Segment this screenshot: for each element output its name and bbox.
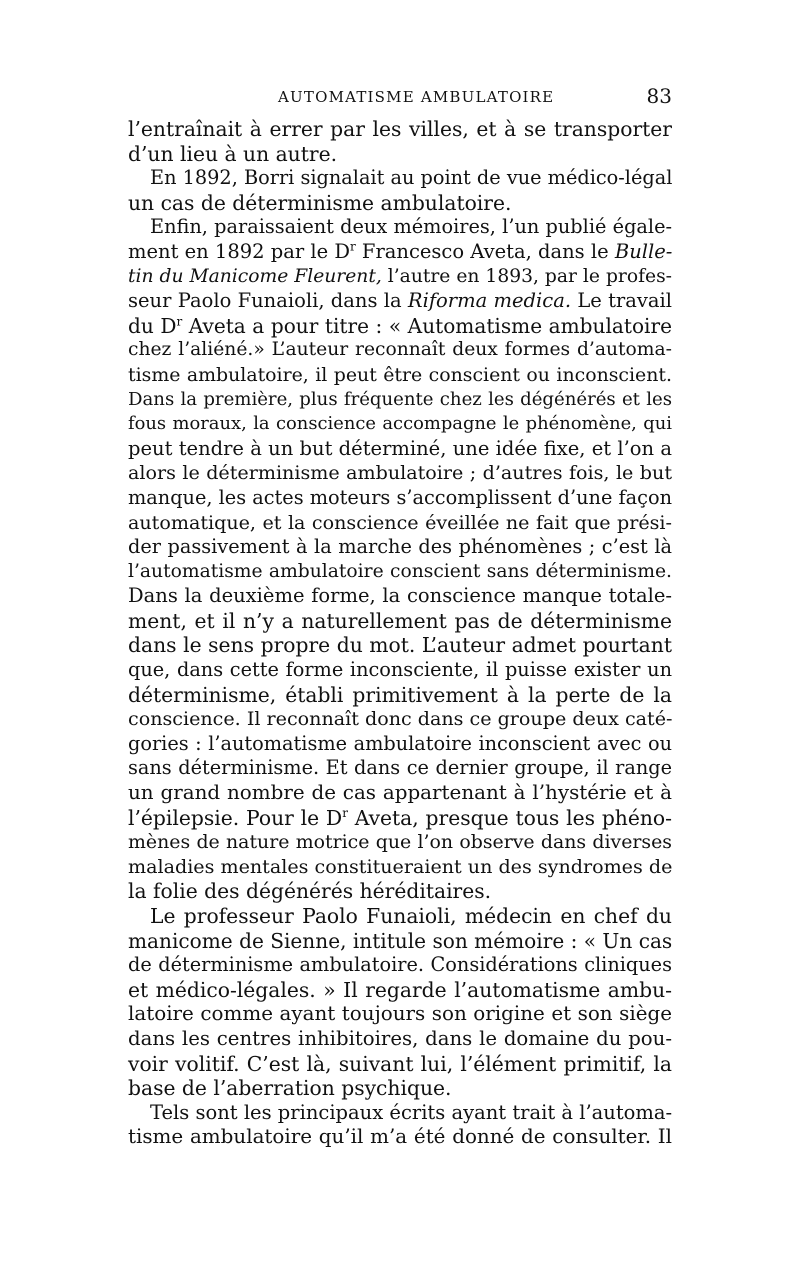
text-line: la folie des dégénérés héréditaires.: [128, 879, 492, 904]
text-line: Dans la première, plus fréquente chez les dégénérés et les: [128, 388, 672, 410]
text-line: l’entraînait à errer par les villes, et à se transporter: [128, 117, 672, 141]
superscript: r: [176, 314, 183, 329]
text-line: et médico-légales. » Il regarde l’automatisme ambu-: [128, 977, 672, 1002]
text-line: sans déterminisme. Et dans ce dernier groupe, il range: [128, 756, 672, 780]
superscript: r: [349, 239, 356, 254]
text-line: maladies mentales constitueraient un des syndromes de: [128, 854, 673, 878]
running-title: AUTOMATISME AMBULATOIRE: [278, 88, 555, 106]
text-line: En 1892, Borri signalait au point de vue médico-légal: [150, 166, 673, 190]
text-line: un grand nombre de cas appartenant à l’hystérie et à: [128, 781, 672, 805]
running-head: [128, 84, 672, 114]
text-segment: du D: [128, 313, 177, 338]
text-line: peut tendre à un but déterminé, une idée fixe, et l’on a: [128, 436, 672, 460]
text-line: tisme ambulatoire, il peut être conscient ou inconscient.: [128, 363, 672, 386]
text-line: mènes de nature motrice que l’on observe dans diverses: [128, 831, 672, 854]
text-line: Le professeur Paolo Funaioli, médecin en chef du: [150, 904, 672, 928]
text-line: [128, 265, 672, 290]
text-line: un cas de déterminisme ambulatoire.: [128, 190, 512, 215]
superscript: r: [342, 805, 348, 820]
text-line: voir volitif. C’est là, suivant lui, l’élément primitif, la: [128, 1051, 672, 1076]
text-line: déterminisme, établi primitivement à la perte de la: [128, 682, 672, 707]
text-line: de déterminisme ambulatoire. Considérations cliniques: [128, 953, 672, 977]
italic-title: Bulle-: [614, 239, 673, 263]
text-segment: l’autre en 1893, par le profes-: [381, 265, 672, 287]
text-segment: Francesco Aveta, dans le: [355, 239, 615, 263]
text-line: d’un lieu à un autre.: [128, 141, 338, 166]
page-number: 83: [646, 84, 672, 108]
text-line: fous moraux, la conscience accompagne le phénomène, qui: [128, 413, 672, 435]
text-line: conscience. Il reconnaît donc dans ce groupe deux caté-: [128, 707, 673, 731]
text-segment: seur Paolo Funaioli, dans la: [128, 289, 408, 313]
text-line: [128, 289, 672, 314]
text-line: Enfin, paraissaient deux mémoires, l’un publié égale-: [150, 215, 672, 239]
text-segment: Aveta, presque tous les phéno-: [347, 805, 672, 830]
text-segment: Le travail: [571, 289, 672, 313]
text-line: [128, 240, 672, 265]
text-line: manicome de Sienne, intitule son mémoire : « Un cas: [128, 928, 673, 953]
text-line: Tels sont les principaux écrits ayant trait à l’automa-: [150, 1100, 673, 1124]
text-line: alors le déterminisme ambulatoire ; d’autres fois, le but: [128, 461, 672, 485]
text-segment: l’épilepsie. Pour le D: [128, 805, 343, 830]
text-line: Dans la deuxième forme, la conscience manque totale-: [128, 584, 672, 608]
text-line: ment, et il n’y a naturellement pas de déterminisme: [128, 608, 672, 633]
text-line: tisme ambulatoire qu’il m’a été donné de consulter. Il: [128, 1125, 672, 1149]
text-line: dans le sens propre du mot. L’auteur admet pourtant: [128, 633, 672, 658]
text-line: base de l’aberration psychique.: [128, 1076, 452, 1101]
text-line: l’automatisme ambulatoire conscient sans déterminisme.: [128, 560, 672, 582]
italic-title: tin du Manicome Fleurent,: [128, 265, 382, 287]
text-line: gories : l’automatisme ambulatoire inconscient avec ou: [128, 731, 672, 755]
text-line: automatique, et la conscience éveillée ne fait que prési-: [128, 510, 672, 534]
italic-title: Riforma medica.: [407, 289, 572, 313]
body-text: [128, 117, 672, 1150]
text-line: [128, 806, 672, 831]
text-line: que, dans cette forme inconsciente, il puisse exister un: [128, 658, 672, 682]
text-line: manque, les actes moteurs s’accomplissent d’une façon: [128, 485, 672, 509]
text-segment: ment en 1892 par le D: [128, 239, 350, 263]
text-line: dans les centres inhibitoires, dans le domaine du pou-: [128, 1026, 672, 1050]
text-line: [128, 314, 672, 339]
text-segment: Aveta a pour titre : « Automatisme ambulatoire: [182, 313, 672, 338]
text-line: chez l’aliéné.» L’auteur reconnaît deux formes d’automa-: [128, 339, 672, 361]
text-line: der passivement à la marche des phénomènes ; c’est là: [128, 535, 672, 559]
text-line: latoire comme ayant toujours son origine et son siège: [128, 1002, 672, 1026]
